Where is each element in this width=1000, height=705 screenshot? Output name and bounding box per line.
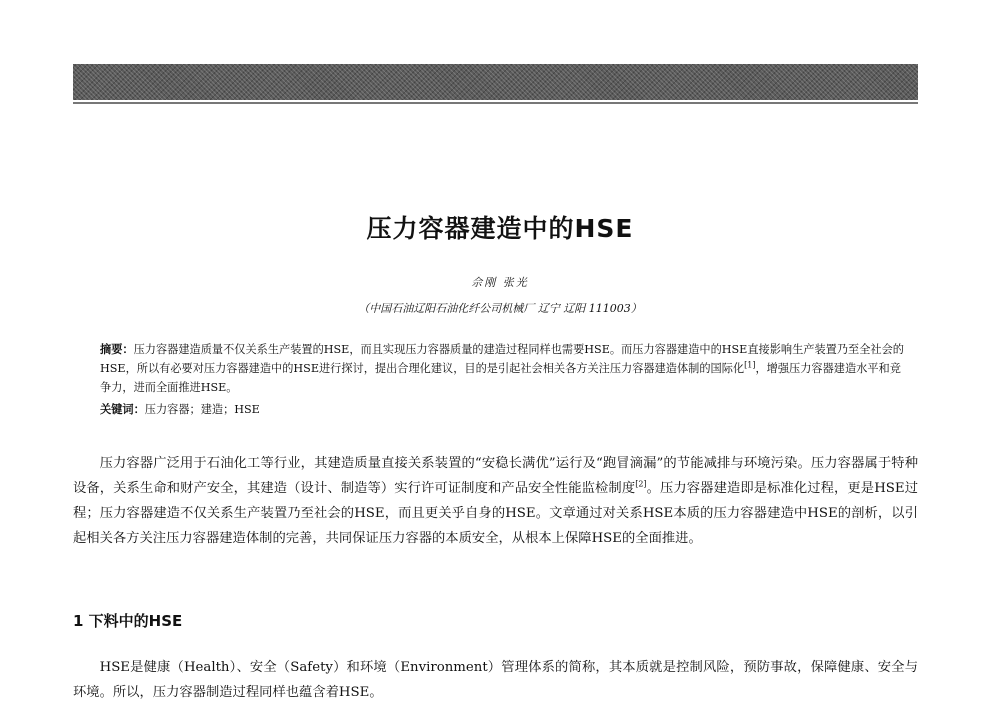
section-paragraph: HSE是健康（Health）、安全（Safety）和环境（Environment）管理体系的简称，其本质就是控制风险，预防事故，保障健康、安全与环境。所以，压力容器制造过程同样也蕴含着HSE。: [73, 660, 918, 700]
abstract-text: 压力容器建造质量不仅关系生产装置的HSE，而且实现压力容器质量的建造过程同样也需要HSE。而压力容器建造中的HSE直接影响生产装置乃至全社会的HSE，所以有必要对压力容器建造中的HSE进行探讨，提出合理化建议，目的是引起社会相关各方关注压力容器建造体制的国际化: [100, 343, 904, 375]
keywords-label: 关键词：: [100, 402, 145, 416]
affiliation: （中国石油辽阳石油化纤公司机械厂 辽宁 辽阳 111003）: [358, 302, 642, 315]
abstract: [100, 340, 912, 397]
intro-ref: [2]: [635, 479, 647, 489]
keywords-text: 压力容器；建造；HSE: [144, 403, 260, 416]
journal-header-band: [73, 64, 918, 100]
section-heading: 1 下料中的HSE: [73, 612, 183, 630]
intro-paragraph: [73, 451, 918, 551]
abstract-label: 摘要：: [100, 342, 134, 356]
abstract-text-after: ，增强压力容器建造水平和竞争力，进而全面推进HSE。: [100, 362, 901, 394]
authors: 佘刚 张光: [471, 276, 529, 289]
intro-text-after: 。压力容器建造即是标准化过程，更是HSE过程；压力容器建造不仅关系生产装置乃至社会的HSE，而且更关乎自身的HSE。文章通过对关系HSE本质的压力容器建造中HSE的剖析，以引起相关各方关注压力容器建造体制的完善，共同保证压力容器的本质安全，从根本上保障HSE的全面推进。: [73, 481, 918, 546]
keywords: [100, 400, 912, 419]
paper-title: 压力容器建造中的HSE: [366, 214, 634, 243]
intro-text: 压力容器广泛用于石油化工等行业，其建造质量直接关系装置的“安稳长满优”运行及“跑冒滴漏”的节能减排与环境污染。压力容器属于特种设备，关系生命和财产安全，其建造（设计、制造等）实行许可证制度和产品安全性能监检制度: [73, 456, 918, 496]
abstract-ref: [1]: [744, 360, 756, 370]
header-rule: [73, 102, 918, 104]
